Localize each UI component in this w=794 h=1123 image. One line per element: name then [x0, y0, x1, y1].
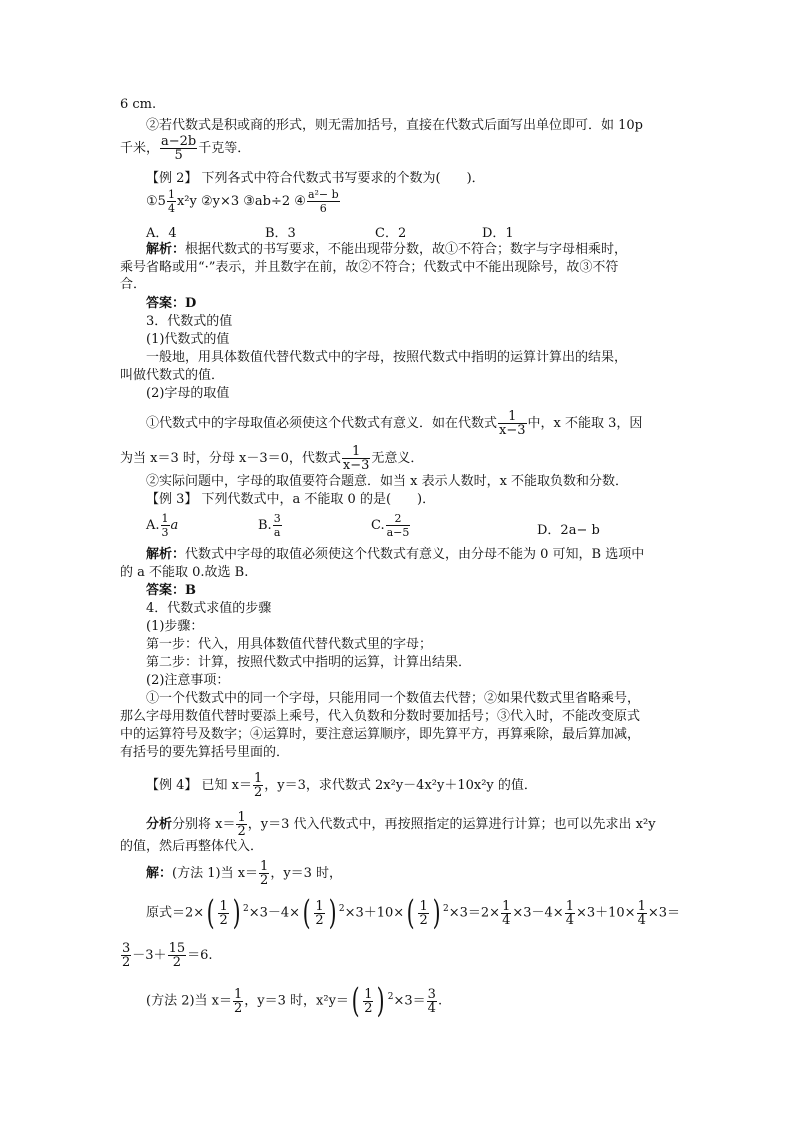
text-line: 有括号的要先算括号里面的． [120, 745, 290, 760]
option-d: D．2a− b [537, 523, 600, 538]
example-2-heading: 【例 2】 下列各式中符合代数式书写要求的个数为( )． [146, 171, 485, 186]
text-line: 叫做代数式的值． [120, 368, 225, 383]
answer-2: 答案：D [146, 296, 197, 311]
text-line: 中的运算符号及数字；④运算时，要注意运算顺序，即先算平方，再算乘除，最后算加减， [120, 727, 641, 742]
text-line: 千米， $\frac{a-2b}{5}$ 千克等． [120, 134, 251, 163]
text-line: 合． [120, 277, 147, 292]
text-line: ①一个代数式中的同一个字母，只能用同一个数值去代替；②如果代数式里省略乘号， [146, 691, 641, 706]
analysis-4: 分析分别将 x＝ $\frac{1}{2}$ ，y＝3 代入代数式中，再按照指定的运算进行计算；也可以先求出 x²y [146, 810, 656, 839]
subsection-heading: (2)注意事项： [146, 673, 230, 688]
text-line: 6 cm. [120, 97, 157, 112]
text-line: 为当 x＝3 时，分母 x－3＝0，代数式 $\frac{1}{x-3}$ 无意义． [120, 444, 424, 473]
example-2-items: ①5 $\frac{1}{4}$ x²y ②y×3 ③ab÷2 ④ $\frac{\text{a²− b}}{6}$ [146, 188, 339, 215]
text-line: 一般地，用具体数值代替代数式中的字母，按照代数式中指明的运算计算出的结果， [146, 350, 628, 365]
option-a: A．4 [146, 226, 177, 241]
equation-line: (方法 2)当 x＝ $\frac{1}{2}$ ，y＝3 时，x²y＝( $\frac{1}{2}$ ) $^2$×3＝ $\frac{3}{4}$ . [146, 981, 443, 1021]
text-line: ①代数式中的字母取值必须使这个代数式有意义．如在代数式 $\frac{1}{x-3}$ 中，x 不能取 3，因 [146, 409, 643, 438]
text-line: 那么字母用数值代替时要添上乘号，代入负数和分数时要加括号；③代入时，不能改变原式 [120, 709, 641, 724]
example-3-heading: 【例 3】 下列代数式中，a 不能取 0 的是( )． [146, 492, 436, 507]
answer-3: 答案：B [146, 583, 196, 598]
option-a: A. $\frac{1}{3}$ a [146, 512, 179, 539]
text-line: 第一步：代入，用具体数值代替代数式里的字母； [146, 637, 433, 652]
solution-4: 解：(方法 1)当 x＝ $\frac{1}{2}$ ，y＝3 时， [146, 859, 343, 888]
text-line: 的值，然后再整体代入． [120, 839, 264, 854]
text-line: 乘号省略或用“·”表示，并且数字在前，故②不符合；代数式中不能出现除号，故③不符 [120, 260, 619, 275]
text-line: ②若代数式是积或商的形式，则无需加括号，直接在代数式后面写出单位即可．如 10p [146, 118, 643, 133]
option-b: B. $\frac{3}{a}$ [258, 512, 281, 539]
subsection-heading: (1)代数式的值 [146, 332, 230, 347]
subsection-heading: (1)步骤： [146, 619, 204, 634]
option-d: D．1 [482, 226, 514, 241]
subsection-heading: (2)字母的取值 [146, 386, 230, 401]
analysis-3: 解析：代数式中字母的取值必须使这个代数式有意义，由分母不能为 0 可知，B 选项中 [146, 547, 645, 562]
section-3-heading: 3．代数式的值 [146, 314, 233, 329]
example-4-heading: 【例 4】 已知 x＝ $\frac{1}{2}$ ，y＝3，求代数式 2x²y－4x²y＋10x²y 的值． [146, 771, 537, 800]
equation-line: $\frac{3}{2}$ －3＋ $\frac{15}{2}$ ＝6. [122, 941, 213, 970]
text-line: 第二步：计算，按照代数式中指明的运算，计算出结果． [146, 655, 472, 670]
option-b: B．3 [265, 226, 296, 241]
option-c: C．2 [375, 226, 407, 241]
analysis-2: 解析：根据代数式的书写要求，不能出现带分数，故①不符合；数字与字母相乘时， [146, 242, 628, 257]
section-4-heading: 4．代数式求值的步骤 [146, 601, 272, 616]
option-c: C. $\frac{2}{a-5}$ [371, 512, 410, 539]
text-line: 的 a 不能取 0.故选 B. [120, 565, 249, 580]
equation-line: 原式＝2×( $\frac{1}{2}$ ) $^2$×3－4×( $\frac{1}{2}$ ) $^2$×3＋10×( $\frac{1}{2}$ ) $^2$×3＝2× $\frac{1}{4}$ ×3－4× $\frac{1}{4}$ ×3＋10× $\frac{1}{4}$ ×3＝ [146, 893, 681, 933]
text-line: ②实际问题中，字母的取值要符合题意．如当 x 表示人数时，x 不能取负数和分数． [146, 474, 629, 489]
